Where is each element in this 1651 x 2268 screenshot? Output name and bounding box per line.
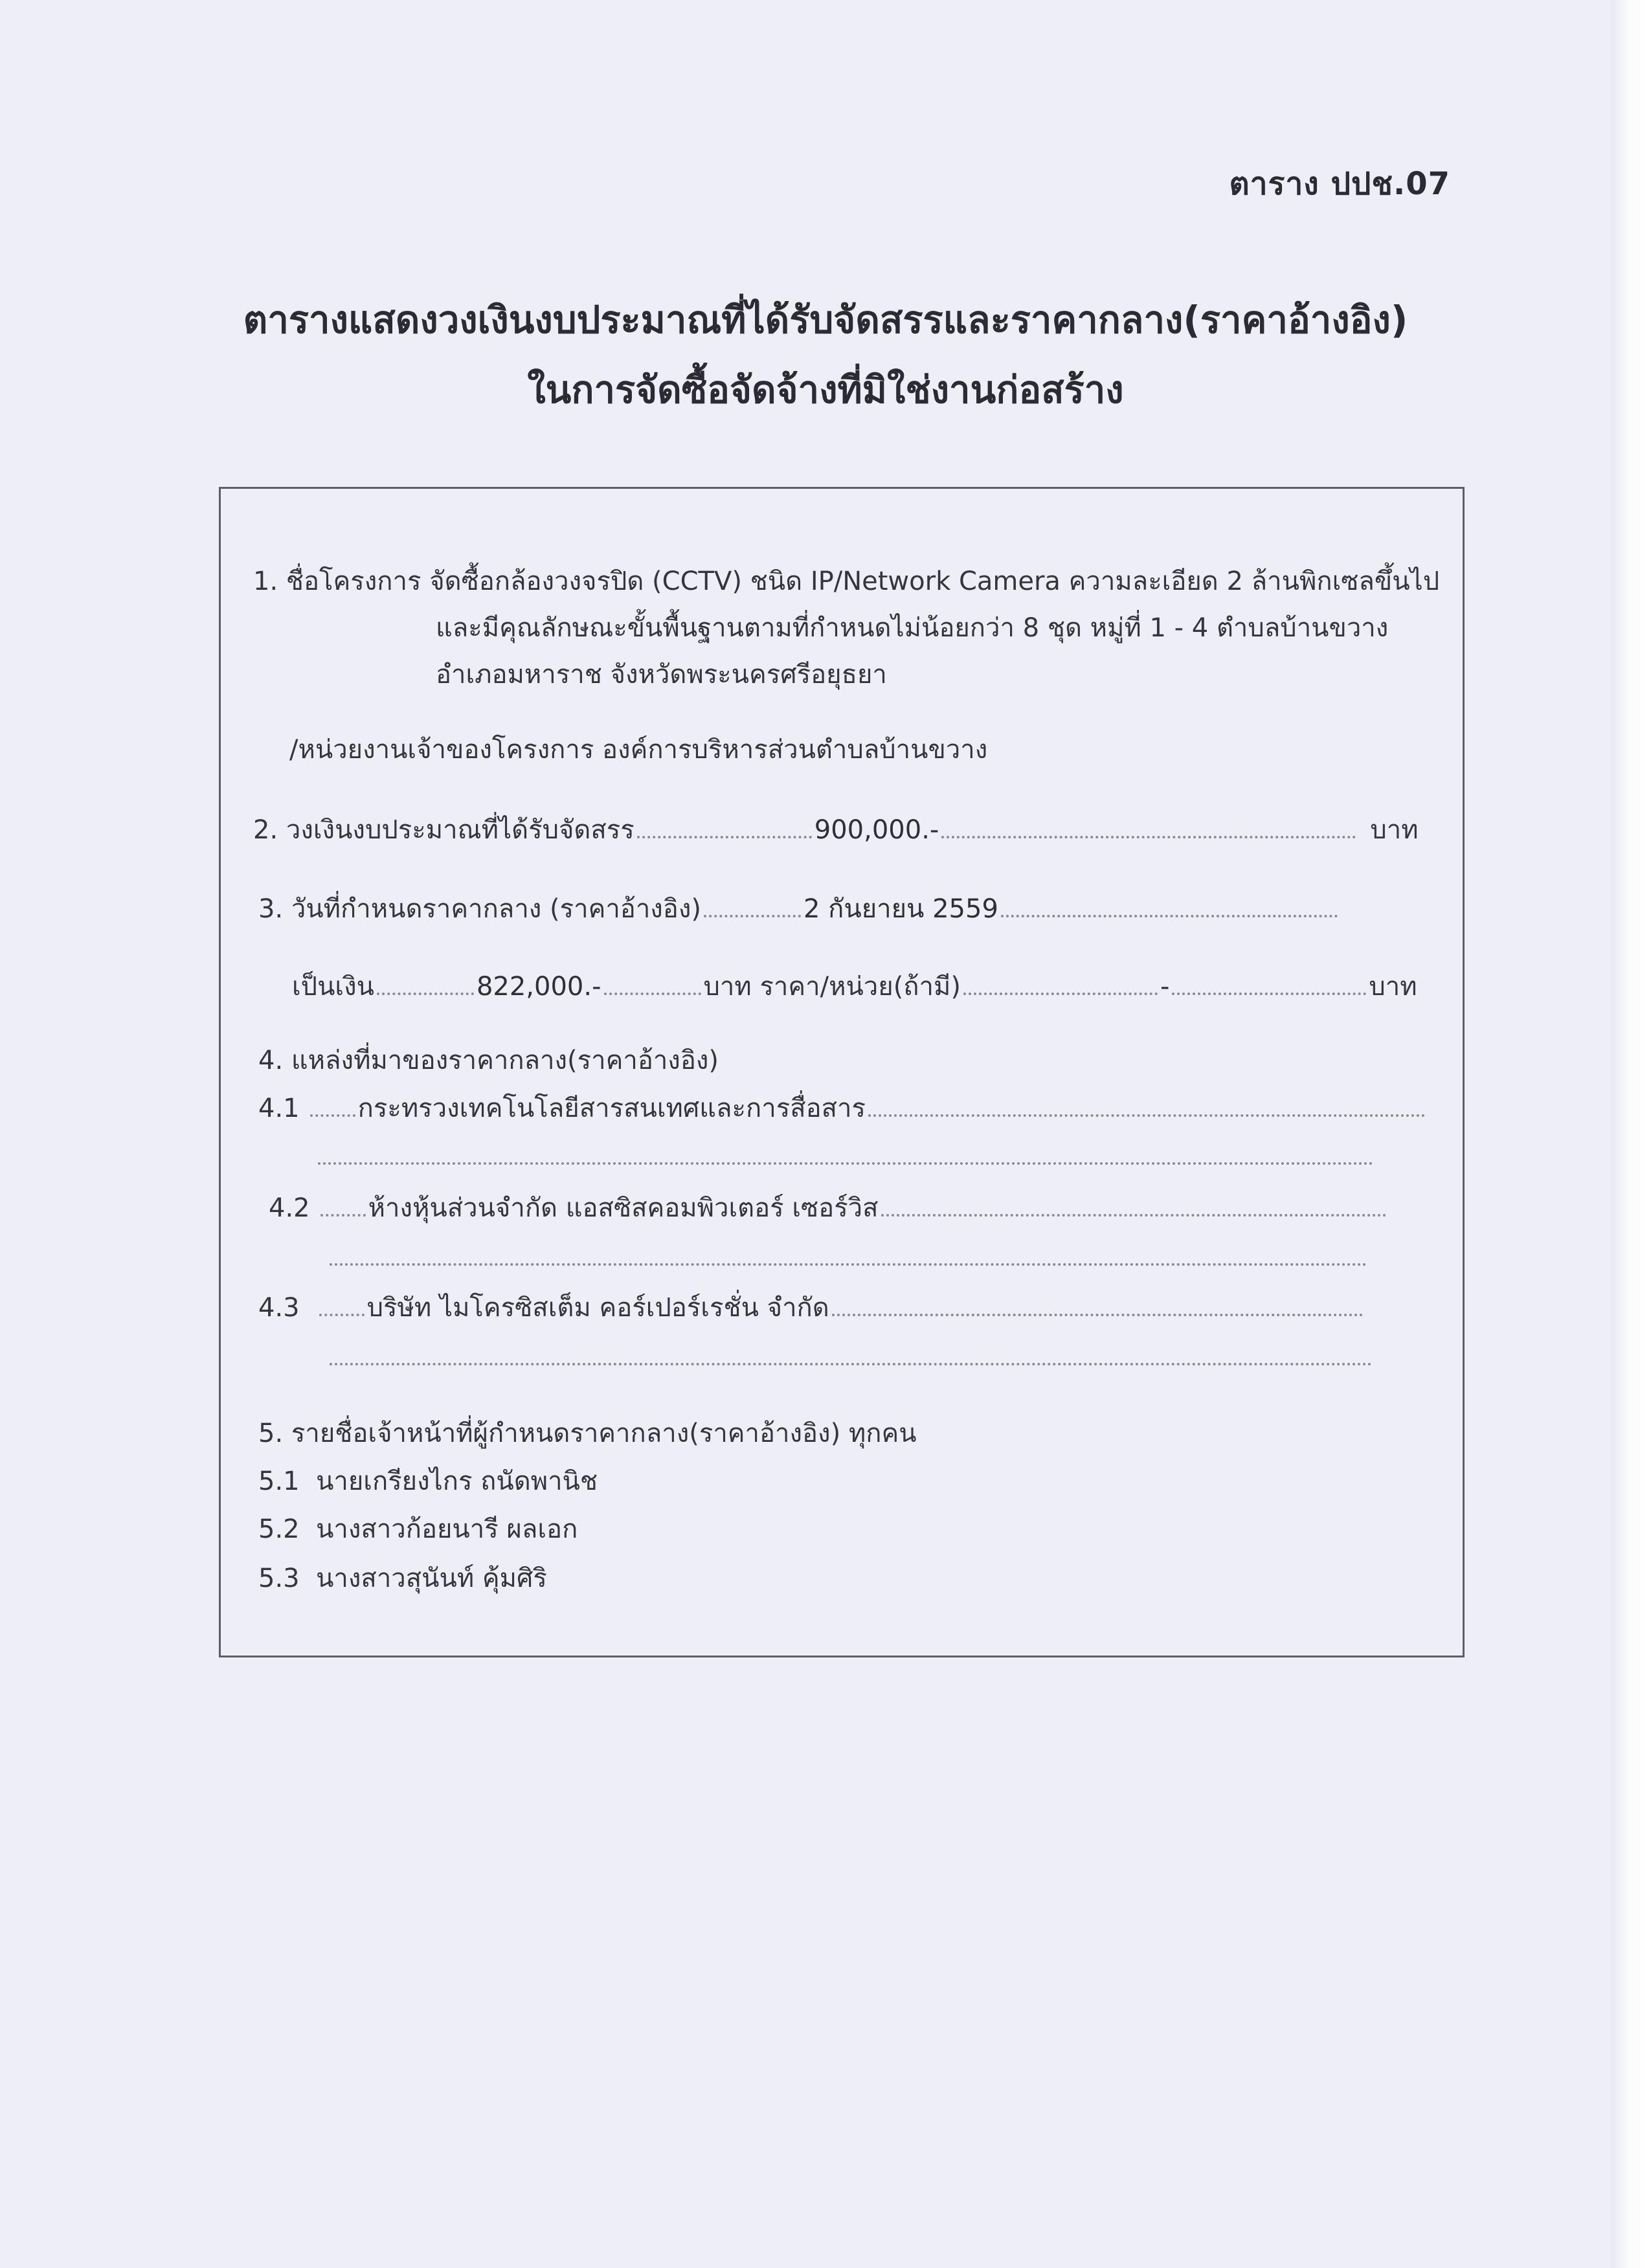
official-row-2: [258, 1508, 578, 1549]
official-number: 5.3: [258, 1564, 300, 1593]
dot-leader: [377, 986, 474, 995]
official-row-1: [258, 1460, 598, 1501]
source-row-3: [258, 1286, 1365, 1328]
source-number: 4.1: [258, 1094, 300, 1123]
project-name-line-1: 1. ชื่อโครงการ จัดซื้อกล้องวงจรปิด (CCTV) ชนิด IP/Network Camera ความละเอียด 2 ล้านพิกเซลขึ้นไป: [253, 567, 1440, 596]
budget-row: [253, 809, 1419, 850]
dot-leader: [868, 1108, 1425, 1117]
per-unit-unit: บาท: [1369, 972, 1417, 1002]
dot-leader: [319, 1307, 365, 1316]
source-number: 4.3: [258, 1293, 300, 1323]
dot-leader: [832, 1307, 1363, 1316]
per-unit-value: -: [1160, 972, 1170, 1002]
blank-dotted-line: [330, 1363, 1372, 1365]
official-number: 5.1: [258, 1466, 300, 1496]
dot-leader: [1172, 986, 1366, 995]
dot-leader: [704, 908, 801, 917]
source-name: ห้างหุ้นส่วนจำกัด แอสซิสคอมพิวเตอร์ เซอร์วิส: [368, 1193, 879, 1223]
amount-row: [292, 965, 1417, 1007]
reference-date-label: 3. วันที่กำหนดราคากลาง (ราคาอ้างอิง): [258, 894, 701, 924]
dot-leader: [320, 1207, 366, 1217]
officials-heading: 5. รายชื่อเจ้าหน้าที่ผู้กำหนดราคากลาง(ราคาอ้างอิง) ทุกคน: [258, 1419, 917, 1448]
sources-heading: 4. แหล่งที่มาของราคากลาง(ราคาอ้างอิง): [258, 1046, 719, 1075]
source-row-1: [258, 1087, 1428, 1128]
dot-leader: [941, 829, 1356, 838]
official-name: นางสาวก้อยนารี ผลเอก: [316, 1514, 578, 1544]
project-name-line-3: อำเภอมหาราช จังหวัดพระนครศรีอยุธยา: [436, 660, 887, 690]
budget-unit: บาท: [1370, 815, 1419, 845]
blank-dotted-line: [330, 1263, 1367, 1266]
official-number: 5.2: [258, 1514, 300, 1544]
form-code: ตาราง ปปช.07: [1229, 166, 1450, 202]
blank-dotted-line: [318, 1162, 1373, 1165]
amount-label: เป็นเงิน: [292, 972, 374, 1002]
source-row-2: [269, 1187, 1389, 1228]
official-name: นายเกรียงไกร ถนัดพานิช: [316, 1466, 598, 1496]
title-line-1: ตารางแสดงวงเงินงบประมาณที่ได้รับจัดสรรและราคากลาง(ราคาอ้างอิง): [243, 298, 1408, 342]
reference-date: 2 กันยายน 2559: [803, 894, 998, 924]
project-name-line-2: และมีคุณลักษณะขั้นพื้นฐานตามที่กำหนดไม่น้อยกว่า 8 ชุด หมู่ที่ 1 - 4 ตำบลบ้านขวาง: [436, 613, 1389, 643]
budget-label: 2. วงเงินงบประมาณที่ได้รับจัดสรร: [253, 815, 635, 845]
official-name: นางสาวสุนันท์ คุ้มศิริ: [316, 1564, 547, 1593]
dot-leader: [881, 1207, 1386, 1217]
info-box: [219, 487, 1465, 1657]
dot-leader: [637, 829, 812, 838]
project-agency: /หน่วยงานเจ้าของโครงการ องค์การบริหารส่วนตำบลบ้านขวาง: [289, 735, 988, 765]
amount-value: 822,000.-: [476, 972, 601, 1002]
reference-date-row: [258, 888, 1340, 929]
source-name: กระทรวงเทคโนโลยีสารสนเทศและการสื่อสาร: [357, 1094, 866, 1123]
dot-leader: [604, 986, 701, 995]
official-row-3: [258, 1557, 547, 1599]
document-title: [0, 285, 1651, 425]
budget-amount: 900,000.-: [814, 815, 939, 845]
dot-leader: [310, 1108, 355, 1117]
source-name: บริษัท ไมโครซิสเต็ม คอร์เปอร์เรชั่น จำกัด: [366, 1293, 829, 1323]
title-line-2: ในการจัดซื้อจัดจ้างที่มิใช่งานก่อสร้าง: [527, 368, 1124, 412]
source-number: 4.2: [269, 1193, 310, 1223]
dot-leader: [963, 986, 1158, 995]
dot-leader: [1001, 908, 1338, 917]
amount-unit: บาท ราคา/หน่วย(ถ้ามี): [703, 972, 961, 1002]
